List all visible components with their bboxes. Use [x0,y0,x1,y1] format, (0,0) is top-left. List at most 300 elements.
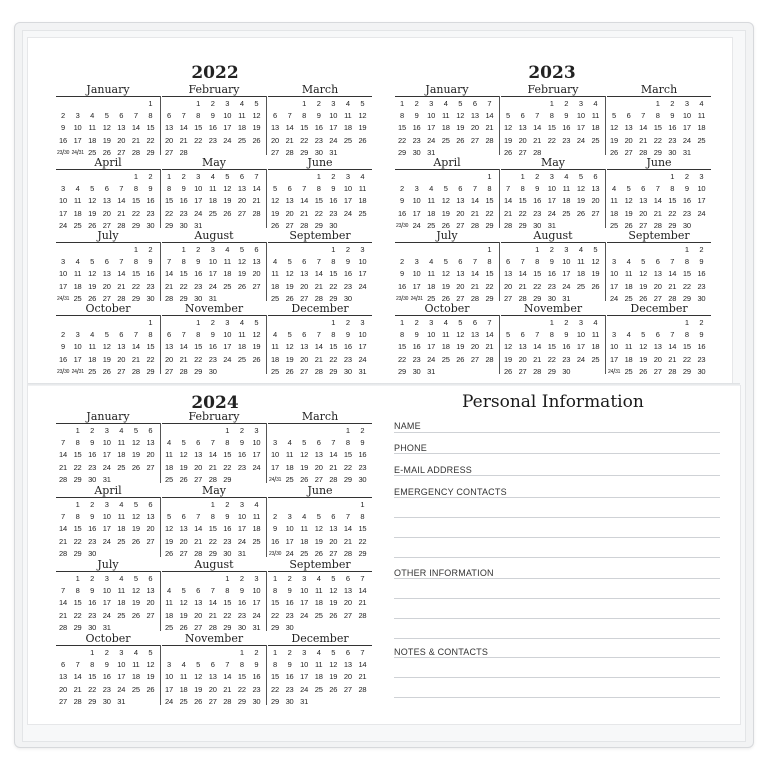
day-cell: 13 [117,342,126,352]
emergency-contacts-label: EMERGENCY CONTACTS [394,487,507,497]
day-cell: 12 [179,450,188,460]
day-cell: 17 [102,598,111,608]
day-cell: 24 [576,135,585,145]
day-cell: 20 [653,281,662,291]
day-cell: 10 [194,184,203,194]
other-information-label: OTHER INFORMATION [394,568,494,578]
day-cell: 14 [179,123,188,133]
day-cell: 22 [146,354,155,364]
day-cell: 15 [547,342,556,352]
day-cell: 31 [117,696,126,706]
day-cell: 15 [682,269,691,279]
day-cell: 4 [316,574,321,583]
day-cell: 29 [547,366,556,376]
day-cell: 2 [699,318,704,327]
day-cell: 30 [547,293,556,303]
day-cell: 6 [167,330,171,340]
day-cell: 10 [427,111,436,121]
day-cell: 12 [102,123,111,133]
day-cell: 22 [165,208,173,218]
day-cell: 25 [165,474,173,484]
day-cell: 6 [210,660,215,670]
day-cell: 12 [610,123,618,133]
day-cell: 10 [562,257,571,267]
day-cell: $^{23}$/$^{30}$ [396,220,409,230]
day-cell: 26 [285,366,294,376]
day-cell: 22 [73,610,82,620]
day-cell: 12 [358,111,367,121]
day-cell: 28 [639,147,648,157]
day-cell: 13 [470,330,479,340]
month-rule [56,571,160,572]
day-cell: 12 [300,450,309,460]
day-cell: 13 [102,196,111,206]
day-cell: 19 [456,123,465,133]
day-cell: 1 [225,574,230,583]
day-cell: 13 [179,524,188,534]
day-cell: 17 [102,524,111,534]
day-cell: 12 [639,269,648,279]
day-cell: 12 [456,330,465,340]
day-cell: 13 [146,586,155,596]
day-cell: 2 [400,257,404,267]
day-cell: 18 [131,672,140,682]
day-cell: 10 [610,342,618,352]
day-cell: 7 [61,512,65,522]
day-cell: 25 [88,147,97,157]
day-cell: 4 [429,257,434,267]
day-cell: 10 [412,269,421,279]
day-cell: 22 [300,135,309,145]
day-cell: 11 [88,123,96,133]
day-cell: 7 [181,330,186,340]
day-cell: 26 [131,610,140,620]
day-cell: 14 [504,196,512,206]
day-cell: 28 [314,366,323,376]
day-cell: 26 [146,684,155,694]
day-cell: 29 [682,293,691,303]
day-cell: 14 [59,598,67,608]
day-cell: 2 [331,172,336,181]
day-cell: 20 [314,462,323,472]
day-cell: 4 [273,330,277,340]
day-cell: 21 [668,354,677,364]
day-cell: 11 [427,196,435,206]
day-cell: 14 [653,196,662,206]
day-cell: 14 [117,196,126,206]
day-cell: 7 [75,660,80,670]
day-cell: 9 [316,111,321,121]
day-cell: 12 [441,196,450,206]
writing-line [394,497,720,498]
day-cell: 14 [314,269,323,279]
day-cell: 5 [287,330,292,340]
day-cell: 15 [146,123,155,133]
month-name-2024-5: May [201,484,227,497]
day-cell: 16 [208,342,217,352]
day-cell: 1 [684,245,689,254]
day-cell: 19 [179,462,188,472]
day-cell: 20 [165,354,173,364]
day-cell: 18 [624,281,633,291]
day-cell: 12 [131,586,140,596]
day-cell: 29 [271,696,279,706]
day-cell: 2 [699,245,704,254]
day-cell: 4 [593,318,598,327]
day-cell: 11 [117,586,125,596]
day-cell: 4 [225,245,230,254]
day-cell: 18 [237,123,246,133]
day-cell: 19 [252,123,261,133]
day-cell: 26 [576,208,585,218]
day-cell: 19 [329,598,338,608]
day-cell: 6 [119,111,124,121]
day-cell: 7 [670,330,675,340]
day-cell: 20 [146,598,155,608]
day-cell: 11 [271,342,279,352]
day-cell: 6 [61,660,65,670]
day-cell: 19 [358,123,367,133]
day-cell: 26 [456,354,465,364]
day-cell: 9 [699,257,704,267]
day-cell: 24 [285,548,294,558]
day-cell: 25 [73,220,82,230]
day-cell: 10 [237,512,246,522]
day-cell: 16 [562,123,571,133]
day-cell: 11 [117,512,125,522]
day-cell: 11 [624,342,633,352]
day-cell: 16 [88,524,97,534]
day-cell: 16 [59,354,67,364]
day-cell: 7 [487,318,492,327]
day-cell: 9 [273,524,277,534]
day-cell: 7 [487,99,492,108]
day-cell: 20 [624,135,633,145]
day-cell: 29 [314,220,323,230]
day-cell: 13 [271,123,279,133]
day-cell: 17 [300,672,309,682]
day-cell: 26 [329,610,338,620]
day-cell: 10 [576,330,585,340]
day-cell: 13 [343,660,352,670]
day-cell: 15 [533,269,542,279]
day-cell: 8 [273,586,277,596]
day-cell: 25 [271,366,279,376]
day-cell: 26 [329,684,338,694]
day-cell: 21 [639,135,648,145]
month-divider [160,497,161,557]
day-cell: 13 [165,342,173,352]
day-cell: 25 [285,474,294,484]
day-cell: 3 [684,99,689,108]
month-name-2024-6: June [307,484,333,497]
day-cell: 5 [181,438,186,448]
month-rule [607,169,711,170]
day-cell: 14 [179,342,188,352]
day-cell: 5 [458,318,463,327]
day-cell: 26 [88,220,97,230]
day-cell: 7 [119,184,124,194]
day-cell: 7 [61,438,65,448]
day-cell: 27 [146,462,155,472]
day-cell: 11 [442,111,450,121]
day-cell: 10 [59,196,67,206]
day-cell: 8 [210,512,215,522]
day-cell: 7 [316,330,321,340]
day-cell: 1 [549,99,554,108]
day-cell: 9 [400,196,404,206]
day-cell: 15 [237,672,246,682]
day-cell: 16 [343,342,352,352]
day-cell: 2 [148,172,153,181]
day-cell: 27 [194,474,203,484]
day-cell: 26 [179,622,188,632]
day-cell: 7 [133,111,138,121]
day-cell: 30 [533,220,542,230]
day-cell: 26 [237,281,246,291]
day-cell: 14 [314,342,323,352]
month-name-2022-3: March [301,83,339,96]
day-cell: 7 [167,257,171,267]
day-cell: 19 [504,354,512,364]
day-cell: 15 [358,524,367,534]
writing-line [394,432,720,433]
day-cell: 26 [504,147,512,157]
day-cell: $^{24}$/$^{31}$ [71,366,84,376]
day-cell: 24 [329,135,338,145]
day-cell: 18 [610,208,618,218]
day-cell: 17 [165,684,173,694]
day-cell: 14 [73,672,82,682]
day-cell: 11 [624,269,633,279]
month-name-2024-10: October [85,632,131,645]
writing-line [394,677,720,678]
day-cell: 23 [314,135,323,145]
day-cell: 17 [682,123,691,133]
day-cell: 27 [624,147,633,157]
day-cell: 30 [697,366,706,376]
day-cell: 2 [414,99,419,108]
day-cell: 7 [655,184,660,194]
day-cell: 15 [547,123,556,133]
month-name-2023-5: May [540,156,566,169]
day-cell: 30 [343,293,352,303]
day-cell: 6 [148,500,153,509]
day-cell: 10 [73,123,82,133]
day-cell: 6 [273,111,277,121]
day-cell: 5 [239,245,244,254]
day-cell: 22 [131,281,140,291]
day-cell: 18 [73,281,82,291]
month-rule [56,423,160,424]
day-cell: 11 [285,450,294,460]
writing-line [394,697,720,698]
month-rule [268,169,372,170]
day-cell: 28 [533,366,542,376]
day-cell: 25 [343,135,352,145]
day-cell: 16 [547,269,556,279]
day-cell: 30 [697,293,706,303]
day-cell: 9 [148,184,153,194]
month-name-2023-11: November [523,302,583,315]
day-cell: 7 [360,648,365,657]
day-cell: 27 [314,474,323,484]
day-cell: 30 [285,696,294,706]
day-cell: 27 [639,220,648,230]
day-cell: 19 [314,536,323,546]
day-cell: 19 [88,281,97,291]
day-cell: 21 [131,354,140,364]
day-cell: 2 [90,500,95,509]
day-cell: $^{24}$/$^{31}$ [57,293,70,303]
day-cell: 6 [641,184,646,194]
day-cell: 5 [90,257,95,267]
month-name-2024-1: January [86,410,130,423]
day-cell: 21 [285,135,294,145]
month-rule [162,423,266,424]
day-cell: 31 [427,147,436,157]
day-cell: 30 [146,220,155,230]
day-cell: 8 [148,111,153,121]
day-cell: 21 [165,281,173,291]
day-cell: 22 [208,536,217,546]
day-cell: 16 [697,342,706,352]
day-cell: 21 [73,684,82,694]
day-cell: 7 [210,438,215,448]
day-cell: 12 [329,660,338,670]
month-rule [501,242,605,243]
day-cell: 20 [504,281,512,291]
day-cell: 5 [506,330,510,340]
day-cell: 18 [73,208,82,218]
day-cell: 2 [287,574,292,583]
day-cell: 11 [562,184,570,194]
day-cell: 15 [485,269,494,279]
day-cell: 2 [287,648,292,657]
month-rule [162,645,266,646]
day-cell: 12 [314,524,323,534]
day-cell: 30 [412,147,421,157]
day-cell: 13 [518,123,527,133]
day-cell: 4 [119,426,124,435]
day-cell: 30 [682,220,691,230]
day-cell: 8 [273,660,277,670]
day-cell: 23 [179,208,188,218]
day-cell: 29 [194,366,203,376]
day-cell: 7 [535,330,540,340]
day-cell: 5 [90,184,95,194]
day-cell: 5 [133,500,138,509]
day-cell: 13 [285,196,294,206]
day-cell: 4 [90,330,95,340]
day-cell: 27 [165,366,173,376]
day-cell: 1 [239,648,244,657]
day-cell: 13 [194,598,203,608]
day-cell: 28 [533,147,542,157]
day-cell: 10 [73,342,82,352]
month-name-2024-2: February [188,410,240,423]
day-cell: 27 [208,696,217,706]
day-cell: 17 [252,450,261,460]
day-cell: 20 [300,281,309,291]
day-cell: 5 [458,99,463,108]
day-cell: 26 [314,548,323,558]
day-cell: 29 [237,696,246,706]
month-divider [605,315,606,374]
day-cell: 28 [223,696,232,706]
day-cell: 26 [504,366,512,376]
day-cell: 18 [252,524,261,534]
month-rule [162,96,266,97]
day-cell: 15 [668,196,677,206]
day-cell: 17 [358,269,367,279]
day-cell: 24 [59,220,67,230]
day-cell: 9 [61,342,65,352]
day-cell: 27 [470,354,479,364]
day-cell: 15 [485,196,494,206]
day-cell: 4 [239,318,244,327]
writing-line [394,537,720,538]
day-cell: 27 [194,622,203,632]
day-cell: 21 [358,672,367,682]
day-cell: 5 [316,512,321,522]
day-cell: 20 [300,354,309,364]
day-cell: 20 [146,450,155,460]
month-name-2023-8: August [533,229,573,242]
day-cell: 1 [196,99,201,108]
day-cell: 28 [504,220,512,230]
day-cell: 5 [443,257,448,267]
day-cell: 29 [146,147,155,157]
day-cell: 26 [179,474,188,484]
day-cell: 4 [593,99,598,108]
day-cell: 16 [88,450,97,460]
day-cell: 23 [547,281,556,291]
day-cell: 19 [131,524,140,534]
day-cell: $^{24}$/$^{31}$ [71,147,84,157]
day-cell: 29 [73,622,82,632]
day-cell: 28 [73,696,82,706]
day-cell: 13 [624,123,633,133]
day-cell: 24 [610,293,618,303]
month-name-2022-6: June [307,156,333,169]
day-cell: 12 [131,438,140,448]
day-cell: 21 [668,281,677,291]
month-rule [607,242,711,243]
day-cell: 21 [252,196,261,206]
day-cell: 29 [300,147,309,157]
day-cell: 27 [329,548,338,558]
day-cell: 24 [252,610,261,620]
month-divider [160,242,161,301]
day-cell: 16 [146,196,155,206]
day-cell: 5 [578,172,583,181]
day-cell: 28 [358,684,367,694]
day-cell: 23 [208,354,217,364]
day-cell: 4 [287,438,292,448]
day-cell: 28 [208,622,217,632]
day-cell: 27 [146,610,155,620]
day-cell: 3 [429,99,434,108]
day-cell: 23 [562,354,571,364]
day-cell: 9 [90,512,95,522]
day-cell: 3 [345,172,350,181]
day-cell: 16 [194,269,203,279]
day-cell: 12 [329,586,338,596]
day-cell: 7 [316,257,321,267]
day-cell: 11 [73,196,82,206]
day-cell: 25 [314,610,323,620]
